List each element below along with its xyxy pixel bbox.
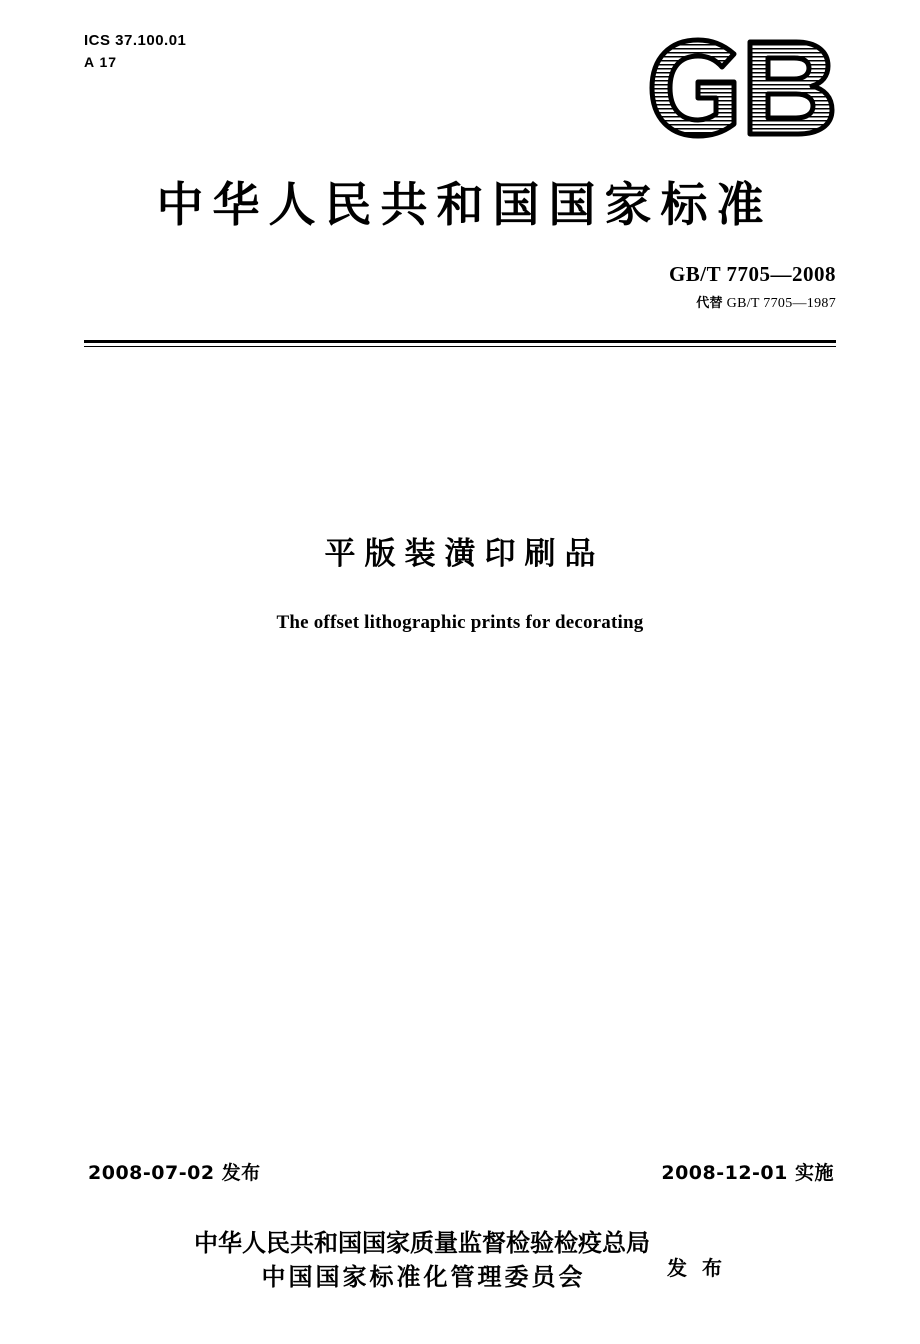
document-title-english: The offset lithographic prints for decorating xyxy=(276,612,644,633)
ics-code: ICS 37.100.01 xyxy=(84,32,187,49)
divider-thin xyxy=(84,346,836,347)
national-standard-title: 中华人民共和国国家标准 xyxy=(156,178,773,233)
issuing-authority-line2: 中国国家标准化管理委员会 xyxy=(261,1263,586,1292)
gb-logo-icon xyxy=(646,36,842,140)
document-title-chinese: 平版装潢印刷品 xyxy=(324,536,605,572)
implementation-date: 2008-12-01 实施 xyxy=(661,1162,834,1184)
replaces-label: 代替 xyxy=(696,296,723,311)
publish-label: 发 布 xyxy=(667,1256,726,1280)
classification-code: A 17 xyxy=(84,53,118,70)
replaces-number: GB/T 7705—1987 xyxy=(726,296,836,311)
standard-replaces xyxy=(696,292,836,312)
issue-date: 2008-07-02 发布 xyxy=(88,1162,261,1184)
ics-classification-block xyxy=(84,30,186,72)
issuing-authority-line1: 中华人民共和国国家质量监督检验检疫总局 xyxy=(194,1229,650,1257)
divider-thick xyxy=(84,340,836,343)
standard-number: GB/T 7705—2008 xyxy=(668,262,836,286)
issuing-authority-block xyxy=(0,1226,920,1294)
